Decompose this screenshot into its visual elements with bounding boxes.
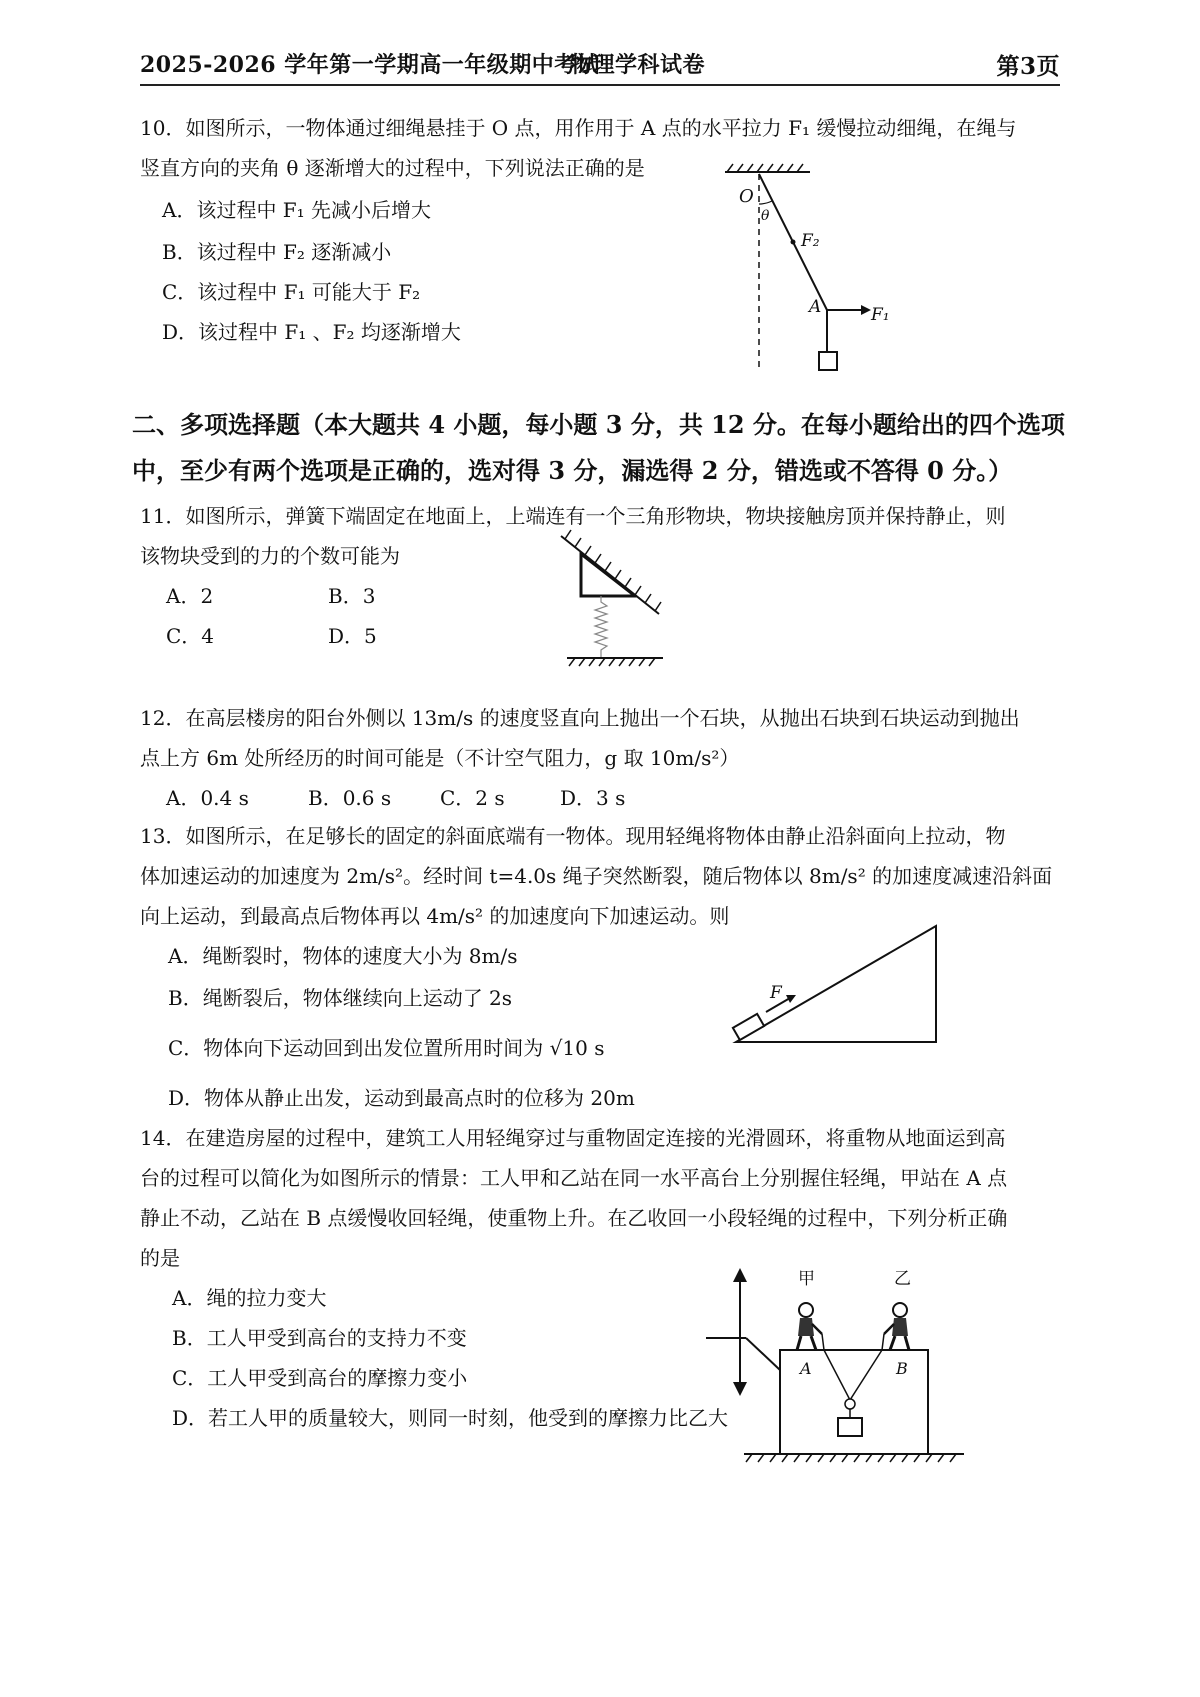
q14-option-c: C．工人甲受到高台的摩擦力变小 xyxy=(172,1366,468,1390)
q11-figure xyxy=(555,528,675,673)
worker-jia xyxy=(797,1303,822,1350)
subject-title: 物理学科试卷 xyxy=(570,52,706,78)
q13-stem-line1: 13．如图所示，在足够长的固定的斜面底端有一物体。现用轻绳将物体由静止沿斜面向上拉动，物 xyxy=(140,824,1006,848)
theta-arc xyxy=(759,201,772,204)
page-number: 第3页 xyxy=(996,53,1060,80)
exam-title: 2025-2026 学年第一学期高一年级期中考试 xyxy=(140,52,600,78)
label-A: A xyxy=(809,297,822,317)
q10-option-d: D．该过程中 F₁ 、F₂ 均逐渐增大 xyxy=(162,320,461,344)
page-header xyxy=(140,48,1060,86)
rope-left xyxy=(824,1350,850,1400)
q12-stem-line2: 点上方 6m 处所经历的时间可能是（不计空气阻力，g 取 10m/s²） xyxy=(140,746,740,770)
q14-option-a: A．绳的拉力变大 xyxy=(172,1286,327,1310)
rope-right xyxy=(850,1350,882,1400)
q13-option-b: B．绳断裂后，物体继续向上运动了 2s xyxy=(168,986,513,1010)
q14-stem-line3: 静止不动，乙站在 B 点缓慢收回轻绳，使重物上升。在乙收回一小段轻绳的过程中，下列分析正确 xyxy=(140,1206,1008,1230)
label-A: A xyxy=(800,1359,812,1378)
q11-option-d: D．5 xyxy=(328,624,377,648)
q10-figure xyxy=(715,162,890,382)
q10-option-a: A．该过程中 F₁ 先减小后增大 xyxy=(162,198,432,222)
ceiling-hatch xyxy=(727,164,803,172)
hanging-block xyxy=(819,352,837,370)
label-jia: 甲 xyxy=(798,1269,815,1289)
rope-yi-hand xyxy=(882,1334,884,1350)
section2-heading-line1: 二、多项选择题（本大题共 4 小题，每小题 3 分，共 12 分。在每小题给出的四个选项 xyxy=(132,410,1065,439)
down-arrowhead xyxy=(733,1382,747,1396)
ground-hatch xyxy=(569,658,655,666)
q10-option-c: C．该过程中 F₁ 可能大于 F₂ xyxy=(162,280,421,304)
platform-edge-line xyxy=(746,1338,780,1370)
q10-stem-line2: 竖直方向的夹角 θ 逐渐增大的过程中，下列说法正确的是 xyxy=(140,156,645,180)
force-F1-arrowhead xyxy=(861,305,871,315)
triangular-block xyxy=(581,554,635,596)
label-F2: F₂ xyxy=(801,231,820,251)
q10-stem-line1: 10．如图所示，一物体通过细绳悬挂于 O 点，用作用于 A 点的水平拉力 F₁ 缓慢拉动细绳，在绳与 xyxy=(140,116,1017,140)
label-F1: F₁ xyxy=(871,305,890,325)
ring xyxy=(845,1399,855,1409)
q14-option-d: D．若工人甲的质量较大，则同一时刻，他受到的摩擦力比乙大 xyxy=(172,1406,729,1430)
incline xyxy=(736,926,936,1042)
q13-option-a: A．绳断裂时，物体的速度大小为 8m/s xyxy=(168,944,518,968)
worker-yi xyxy=(884,1303,909,1350)
q10-option-b: B．该过程中 F₂ 逐渐减小 xyxy=(162,240,392,264)
section2-heading-line2: 中，至少有两个选项是正确的，选对得 3 分，漏选得 2 分，错选或不答得 0 分。） xyxy=(132,456,1013,485)
q14-stem-line2: 台的过程可以简化为如图所示的情景：工人甲和乙站在同一水平高台上分别握住轻绳，甲站在 A 点 xyxy=(140,1166,1008,1190)
spring xyxy=(595,596,607,658)
q14-option-b: B．工人甲受到高台的支持力不变 xyxy=(172,1326,467,1350)
ground-hatch xyxy=(746,1454,956,1462)
q11-option-a: A．2 xyxy=(166,584,214,608)
q13-stem-line3: 向上运动，到最高点后物体再以 4m/s² 的加速度向下加速运动。则 xyxy=(140,904,730,928)
q14-stem-line4: 的是 xyxy=(140,1246,180,1270)
up-arrowhead xyxy=(733,1268,747,1282)
label-theta: θ xyxy=(761,208,770,224)
roof-hatch xyxy=(565,530,661,611)
heavy-object xyxy=(838,1418,862,1436)
f2-point xyxy=(791,240,796,245)
q12-option-d: D．3 s xyxy=(560,786,626,810)
q13-option-d: D．物体从静止出发，运动到最高点时的位移为 20m xyxy=(168,1086,635,1110)
q14-stem-line1: 14．在建造房屋的过程中，建筑工人用轻绳穿过与重物固定连接的光滑圆环，将重物从地面运到高 xyxy=(140,1126,1006,1150)
q13-figure xyxy=(730,920,950,1050)
q11-stem-line1: 11．如图所示，弹簧下端固定在地面上，上端连有一个三角形物块，物块接触房顶并保持静止，则 xyxy=(140,504,1006,528)
q13-stem-line2: 体加速运动的加速度为 2m/s²。经时间 t=4.0s 绳子突然断裂，随后物体以 8m/s² 的加速度减速沿斜面 xyxy=(140,864,1053,888)
q11-option-c: C．4 xyxy=(166,624,215,648)
rope-jia-hand xyxy=(822,1334,824,1350)
q12-option-a: A．0.4 s xyxy=(166,786,249,810)
label-yi: 乙 xyxy=(894,1269,911,1289)
q13-option-c: C．物体向下运动回到出发位置所用时间为 √10 s xyxy=(168,1036,605,1060)
label-B: B xyxy=(896,1359,908,1378)
q12-stem-line1: 12．在高层楼房的阳台外侧以 13m/s 的速度竖直向上抛出一个石块，从抛出石块到石块运动到抛出 xyxy=(140,706,1020,730)
label-O: O xyxy=(739,186,754,207)
q14-figure xyxy=(700,1262,1000,1462)
q12-option-b: B．0.6 s xyxy=(308,786,392,810)
label-F: F xyxy=(770,983,782,1003)
q12-option-c: C．2 s xyxy=(440,786,505,810)
q11-stem-line2: 该物块受到的力的个数可能为 xyxy=(140,544,400,568)
q11-option-b: B．3 xyxy=(328,584,376,608)
